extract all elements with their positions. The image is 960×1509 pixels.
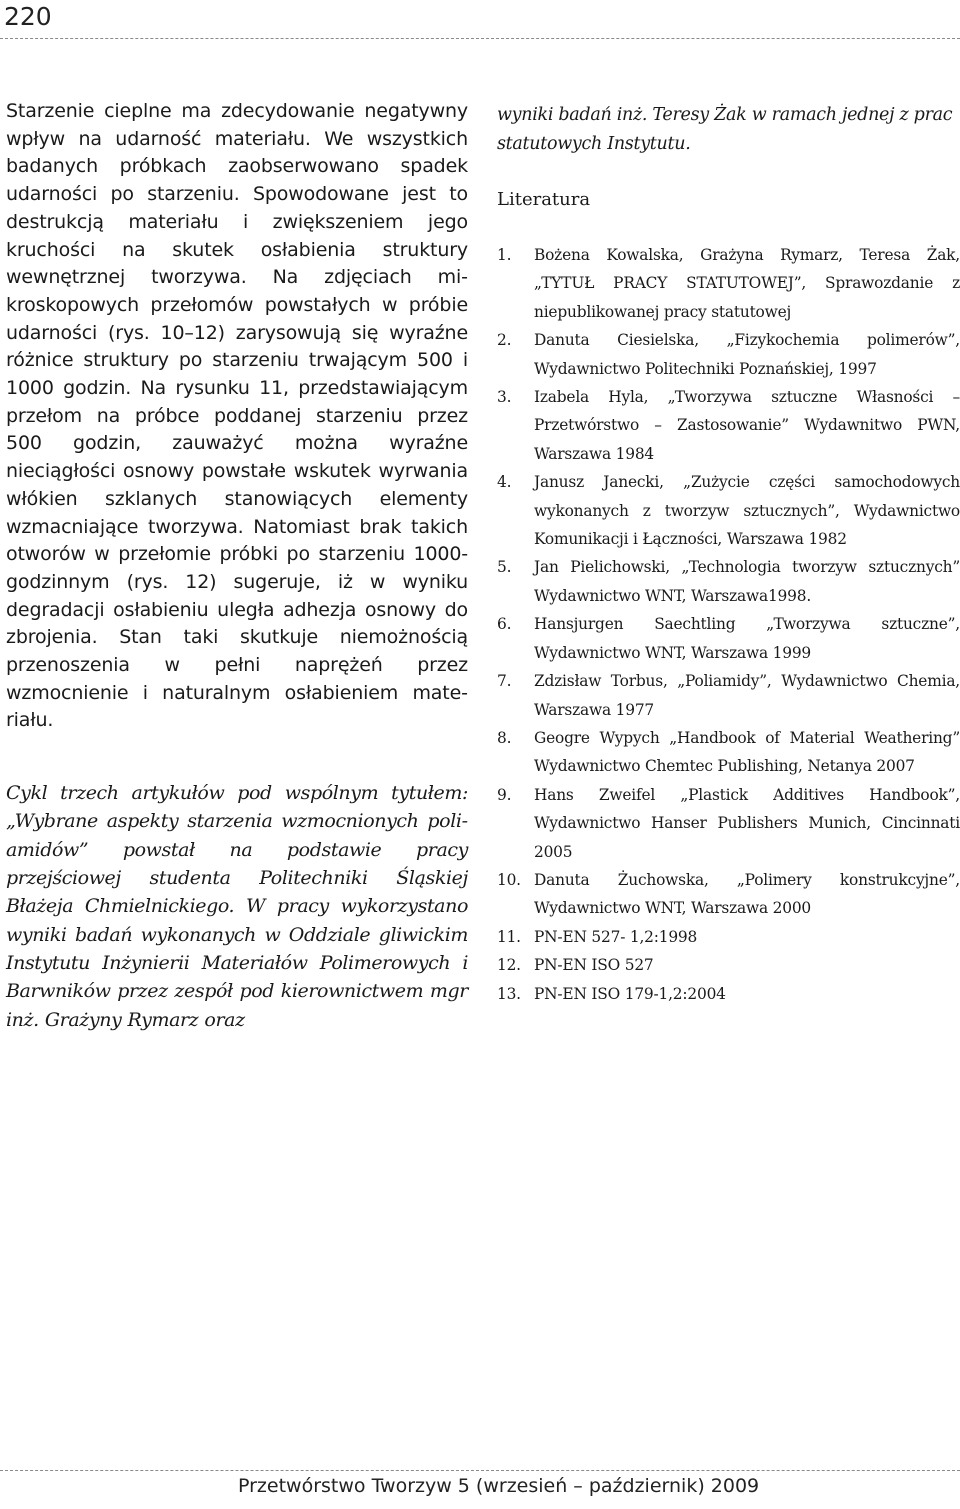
reference-text: Danuta Ciesielska, „Fizykochemia polimerów”, Wydawnictwo Politechniki Poznańskiej, 1997 xyxy=(534,331,960,378)
reference-number: 10. xyxy=(497,870,521,889)
body-paragraph: Starzenie cieplne ma zdecydowanie negatywny wpływ na udarność materiału. We wszystkich badanych próbkach zaobserwowano spadek udarności po starzeniu. Spowodowane jest to destrukcją materiału i zwiększeniem jego kruchości na skutek osłabienia struktury wewnętrznej tworzywa. Na zdjęciach mikroskopowych przełomów powstałych w próbie udarności (rys. 10–12) zarysowują się wyraźne różnice struktury po starzeniu trwającym 500 i 1000 godzin. Na rysunku 11, przedstawiającym przełom na próbce poddanej starzeniu przez 500 godzin, zauważyć można wyraźne nieciągłości osnowy powstałe wskutek wyrwania włókien szklanych stanowiących elementy wzmacniające tworzywa. Natomiast brak takich otworów w przełomie próbki po starzeniu 1000-godzinnym (rys. 12) sugeruje, iż w wyniku degradacji osłabieniu uległa adhezja osnowy do zbrojenia. Stan taki skutkuje niemożnością przenoszenia w pełni naprężeń przez wzmocnienie i naturalnym osłabieniem materiału. xyxy=(6,100,468,732)
reference-text: Jan Pielichowski, „Technologia tworzyw sztucznych” Wydawnictwo WNT, Warszawa1998. xyxy=(534,558,960,605)
reference-number: 9. xyxy=(497,785,512,804)
reference-text: PN-EN 527- 1,2:1998 xyxy=(534,927,698,946)
reference-item xyxy=(497,724,960,781)
reference-text: Janusz Janecki, „Zużycie części samochodowych wykonanych z tworzyw sztucznych”, Wydawnictwo Komunikacji i Łączności, Warszawa 1982 xyxy=(534,473,960,549)
page-number: 220 xyxy=(4,2,52,31)
references-heading: Literatura xyxy=(497,189,591,210)
article-note-continued-line-2: statutowych Instytutu. xyxy=(497,133,691,154)
reference-text: PN-EN ISO 179-1,2:2004 xyxy=(534,984,726,1003)
reference-number: 1. xyxy=(497,246,512,264)
reference-item xyxy=(497,468,960,553)
reference-number: 7. xyxy=(497,672,512,691)
reference-text: Izabela Hyla, „Tworzywa sztuczne Własności – Przetwórstwo – Zastosowanie” Wydawnitwo PWN, Warszawa 1984 xyxy=(534,388,960,463)
footer-divider xyxy=(0,1470,960,1471)
reference-text: Bożena Kowalska, Grażyna Rymarz, Teresa Żak, „TYTUŁ PRACY STATUTOWEJ”, Sprawozdanie z niepublikowanej pracy statutowej xyxy=(534,246,960,321)
right-column xyxy=(497,101,960,1008)
reference-text: Zdzisław Torbus, „Poliamidy”, Wydawnictwo Chemia, Warszawa 1977 xyxy=(534,672,960,719)
reference-item xyxy=(497,326,960,383)
reference-number: 11. xyxy=(497,927,521,946)
reference-item xyxy=(497,781,960,866)
reference-item xyxy=(497,610,960,667)
article-note-continued-line-1: wyniki badań inż. Teresy Żak w ramach jednej z prac xyxy=(497,105,953,125)
reference-text: PN-EN ISO 527 xyxy=(534,956,654,975)
reference-item xyxy=(497,667,960,724)
reference-item xyxy=(497,553,960,610)
reference-item xyxy=(497,383,960,468)
reference-number: 12. xyxy=(497,956,521,975)
reference-number: 5. xyxy=(497,558,512,577)
article-note: Cykl trzech artykułów pod wspólnym tytułem: „Wybrane aspekty starzenia wzmocnionych poliamidów” powstał na podstawie pracy przejściowej studenta Politechniki Śląskiej Błażeja Chmielnickiego. W pracy wykorzystano wyniki badań wykonanych w Oddziale gliwickim Instytutu Inżynierii Materiałów Polimerowych i Barwników przez zespół pod kierownictwem mgr inż. Grażyny Rymarz oraz xyxy=(6,782,468,1031)
journal-footer: Przetwórstwo Tworzyw 5 (wrzesień – październik) 2009 xyxy=(238,1475,760,1497)
reference-item xyxy=(497,923,960,951)
reference-item xyxy=(497,980,960,1008)
reference-text: Geogre Wypych „Handbook of Material Weathering” Wydawnictwo Chemtec Publishing, Netanya 2007 xyxy=(534,728,960,776)
references-list xyxy=(497,241,960,1008)
reference-text: Hansjurgen Saechtling „Tworzywa sztuczne”, Wydawnictwo WNT, Warszawa 1999 xyxy=(534,615,960,662)
reference-number: 3. xyxy=(497,388,512,407)
header-divider xyxy=(0,38,960,39)
reference-text: Danuta Żuchowska, „Polimery konstrukcyjne”, Wydawnictwo WNT, Warszawa 2000 xyxy=(534,870,960,918)
reference-item xyxy=(497,241,960,326)
reference-item xyxy=(497,866,960,923)
reference-number: 6. xyxy=(497,615,512,634)
reference-number: 8. xyxy=(497,728,512,747)
left-column xyxy=(6,98,468,1034)
reference-number: 13. xyxy=(497,984,521,1003)
reference-item xyxy=(497,951,960,979)
reference-number: 4. xyxy=(497,473,512,492)
reference-text: Hans Zweifel „Plastick Additives Handbook”, Wydawnictwo Hanser Publishers Munich, Cincinnati 2005 xyxy=(534,785,960,861)
reference-number: 2. xyxy=(497,331,512,350)
